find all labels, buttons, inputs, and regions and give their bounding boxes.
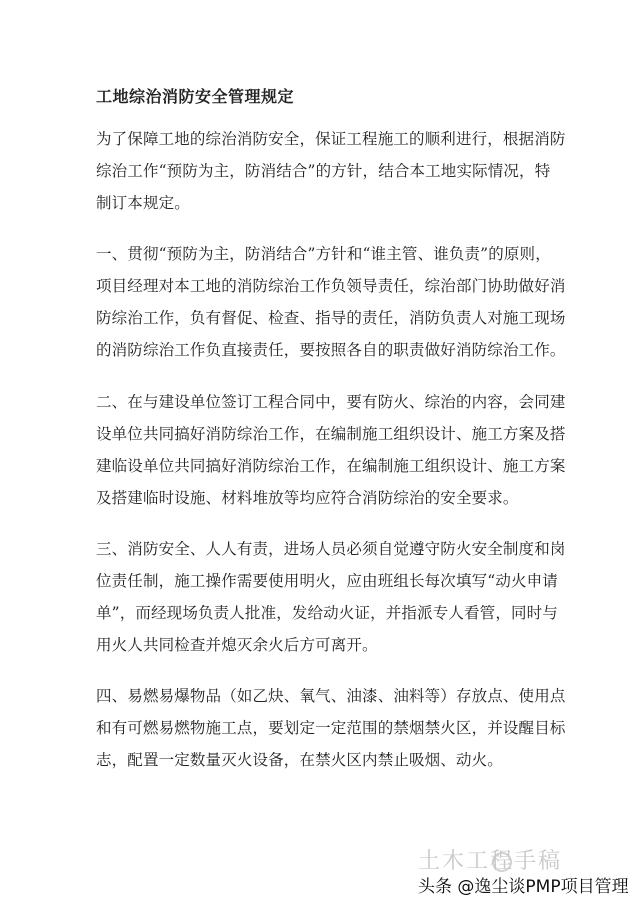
paragraph-line: 四、易燃易爆物品（如乙炔、氧气、油漆、油料等）存放点、使用点 [96, 687, 566, 705]
paragraph-intro [96, 123, 566, 219]
paragraph-line: 和有可燃易燃物施工点，要划定一定范围的禁烟禁火区，并设醒目标 [96, 719, 566, 737]
paragraph-line: 用火人共同检查并熄灭余火后方可离开。 [96, 636, 378, 654]
paragraph-clause-3 [96, 533, 566, 661]
document-title: 工地综治消防安全管理规定 [96, 87, 295, 106]
paragraph-line: 为了保障工地的综治消防安全，保证工程施工的顺利进行，根据消防 [96, 130, 566, 148]
paragraph-line: 的消防综治工作负直接责任，要按照各自的职责做好消防综治工作。 [96, 341, 566, 359]
paragraph-line: 一、贯彻“预防为主，防消结合”方针和“谁主管、谁负责”的原则， [96, 245, 551, 263]
watermark-text: 土木工程手稿 [418, 849, 563, 874]
source-credit: 头条 @逸尘谈PMP项目管理 [418, 877, 629, 897]
paragraph-line: 志，配置一定数量灭火设备，在禁火区内禁止吸烟、动火。 [96, 751, 503, 769]
paragraph-line: 二、在与建设单位签订工程合同中，要有防火、综治的内容，会同建 [96, 393, 566, 411]
paragraph-line: 及搭建临时设施、材料堆放等均应符合消防综治的安全要求。 [96, 489, 519, 507]
paragraph-line: 三、消防安全、人人有责，进场人员必须自觉遵守防火安全制度和岗 [96, 540, 566, 558]
paragraph-clause-1 [96, 238, 566, 366]
paragraph-line: 建临设单位共同搞好消防综治工作，在编制施工组织设计、施工方案 [96, 457, 566, 475]
paragraph-line: 设单位共同搞好消防综治工作，在编制施工组织设计、施工方案及搭 [96, 425, 566, 443]
paragraph-line: 项目经理对本工地的消防综治工作负领导责任，综治部门协助做好消 [96, 277, 566, 295]
paragraph-line: 制订本规定。 [96, 194, 190, 212]
paragraph-clause-2 [96, 386, 566, 514]
paragraph-line: 单”，而经现场负责人批准，发给动火证，并指派专人看管，同时与 [96, 604, 558, 622]
paragraph-line: 防综治工作，负有督促、检查、指导的责任，消防负责人对施工现场 [96, 309, 566, 327]
paragraph-line: 综治工作“预防为主，防消结合”的方针，结合本工地实际情况，特 [96, 162, 551, 180]
paragraph-line: 位责任制，施工操作需要使用明火，应由班组长每次填写“动火申请 [96, 572, 558, 590]
paragraph-clause-4 [96, 680, 566, 776]
